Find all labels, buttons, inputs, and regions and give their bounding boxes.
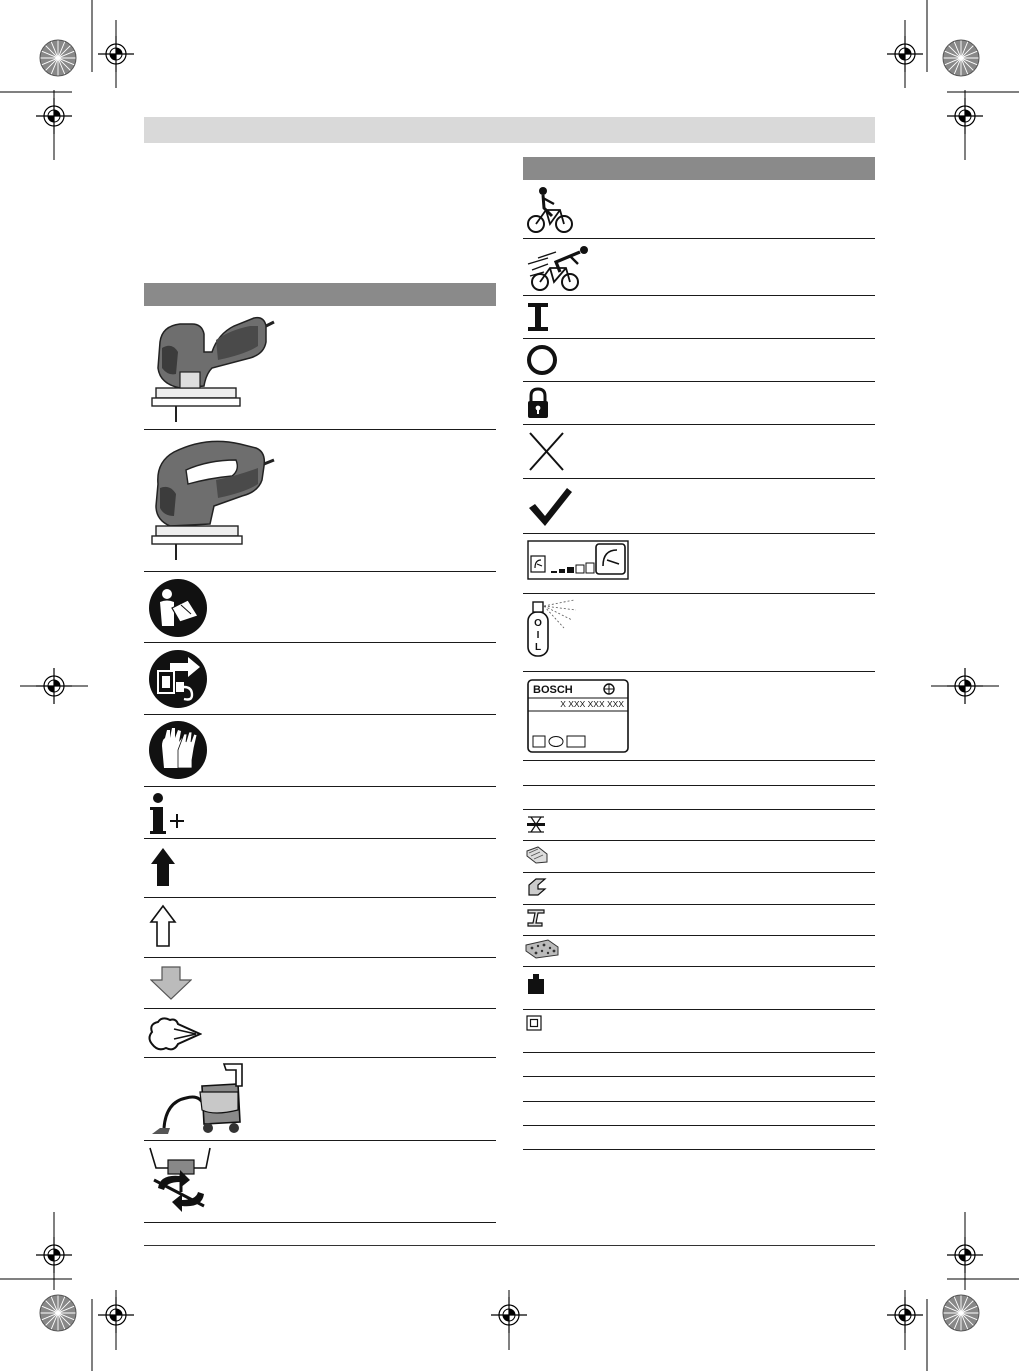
- left-row-divider: [144, 838, 496, 839]
- oil-letter-o: O: [534, 618, 542, 629]
- right-row-divider: [523, 760, 875, 761]
- right-row-divider: [523, 671, 875, 672]
- switch-off-icon: [526, 344, 558, 376]
- arrow-up-outline-icon: [148, 904, 178, 948]
- steel-beam-icon: [526, 908, 548, 928]
- oil-spray-icon: [524, 598, 580, 658]
- check-icon: [527, 486, 573, 528]
- wood-icon: [526, 846, 548, 864]
- nameplate-brand: BOSCH: [533, 684, 573, 696]
- right-row-divider: [523, 935, 875, 936]
- nameplate-article-number: X XXX XXX XXX: [560, 699, 624, 709]
- left-row-divider: [144, 1140, 496, 1141]
- no-rotation-icon: [146, 1146, 216, 1216]
- right-row-divider: [523, 1149, 875, 1150]
- right-row-divider: [523, 840, 875, 841]
- protection-class-icon: [526, 1015, 542, 1031]
- wear-gloves-icon: [148, 720, 208, 780]
- left-row-divider: [144, 429, 496, 430]
- switch-on-icon: [527, 302, 549, 332]
- right-row-divider: [523, 1101, 875, 1102]
- arrow-up-filled-icon: [148, 846, 178, 888]
- right-row-divider: [523, 904, 875, 905]
- page-footer-rule: [144, 1245, 875, 1246]
- jigsaw-pendulum-icon: [146, 312, 276, 424]
- jigsaw-closed-handle-icon: [146, 436, 276, 562]
- arrow-down-icon: [150, 966, 192, 1000]
- left-row-divider: [144, 957, 496, 958]
- left-row-divider: [144, 897, 496, 898]
- right-row-divider: [523, 424, 875, 425]
- nameplate-icon: [527, 679, 629, 753]
- right-row-divider: [523, 872, 875, 873]
- left-row-divider: [144, 1057, 496, 1058]
- speed-scale-icon: [527, 540, 629, 580]
- oil-letter-i: I: [536, 630, 540, 641]
- left-row-divider: [144, 571, 496, 572]
- left-row-divider: [144, 1222, 496, 1223]
- blow-icon: [146, 1014, 202, 1054]
- right-row-divider: [523, 533, 875, 534]
- right-row-divider: [523, 381, 875, 382]
- right-table-header: [523, 157, 875, 180]
- lock-icon: [527, 387, 549, 419]
- slow-cyclist-icon: [526, 186, 574, 234]
- page-header-bar: [144, 117, 875, 143]
- read-manual-icon: [148, 578, 208, 638]
- left-row-divider: [144, 1008, 496, 1009]
- right-row-divider: [523, 1125, 875, 1126]
- right-row-divider: [523, 1052, 875, 1053]
- weight-icon: [526, 973, 548, 995]
- unplug-icon: [148, 649, 208, 709]
- right-row-divider: [523, 295, 875, 296]
- vacuum-cleaner-icon: [146, 1062, 246, 1138]
- oil-letter-l: L: [534, 642, 542, 653]
- fast-cyclist-icon: [526, 244, 588, 292]
- left-row-divider: [144, 786, 496, 787]
- right-row-divider: [523, 238, 875, 239]
- right-row-divider: [523, 338, 875, 339]
- right-row-divider: [523, 1076, 875, 1077]
- left-row-divider: [144, 642, 496, 643]
- right-row-divider: [523, 478, 875, 479]
- chipboard-icon: [524, 939, 560, 959]
- left-row-divider: [144, 714, 496, 715]
- right-row-divider: [523, 966, 875, 967]
- metal-profile-icon: [526, 877, 548, 897]
- right-row-divider: [523, 809, 875, 810]
- cross-icon: [527, 430, 567, 472]
- right-row-divider: [523, 1009, 875, 1010]
- right-row-divider: [523, 785, 875, 786]
- info-plus-icon: [148, 793, 188, 835]
- right-row-divider: [523, 593, 875, 594]
- left-table-header: [144, 283, 496, 306]
- cut-depth-icon: [526, 815, 546, 833]
